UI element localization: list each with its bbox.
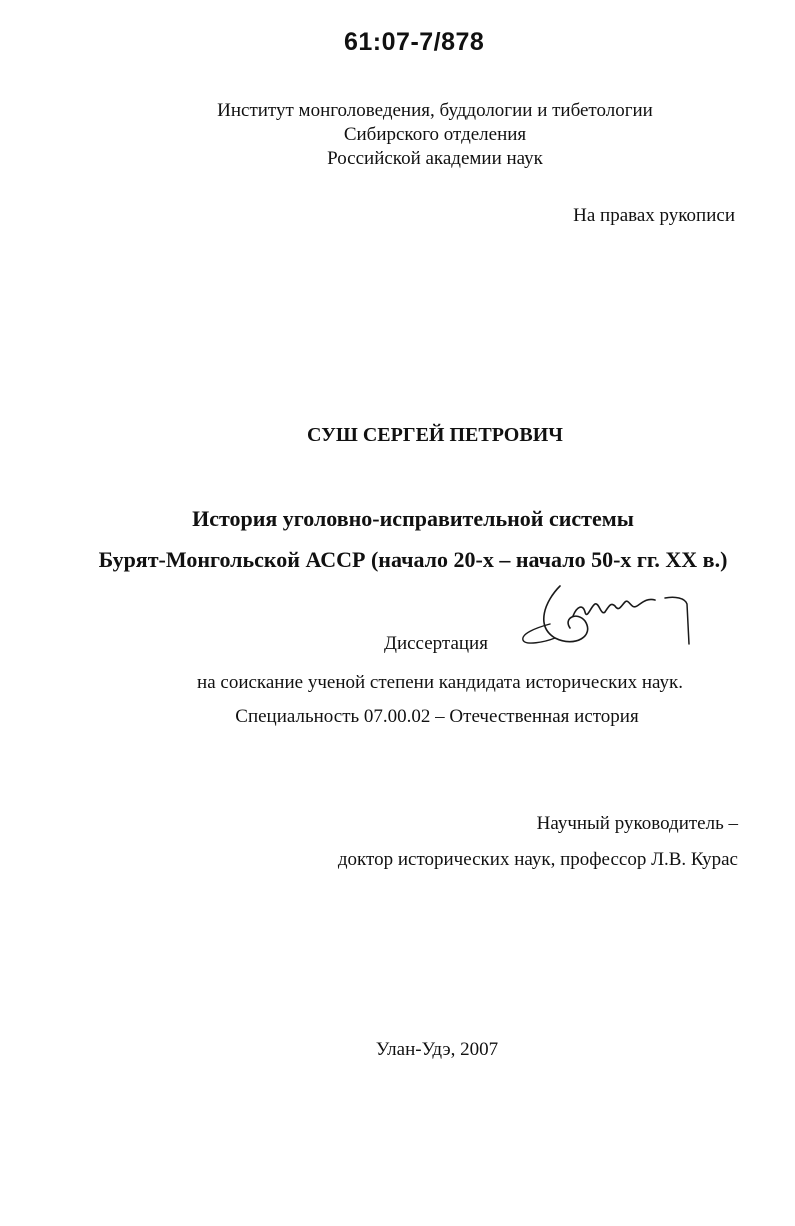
- degree-line: на соискание ученой степени кандидата исторических наук.: [197, 672, 683, 693]
- author-name: СУШ СЕРГЕЙ ПЕТРОВИЧ: [307, 424, 563, 446]
- catalog-number: 61:07-7/878: [344, 28, 485, 56]
- institution-line-3: Российской академии наук: [327, 148, 543, 169]
- rights-note: На правах рукописи: [573, 205, 735, 226]
- city-year: Улан-Удэ, 2007: [375, 1039, 499, 1060]
- handwritten-signature: [515, 576, 705, 656]
- supervisor-label: Научный руководитель –: [536, 813, 738, 834]
- institution-line-2: Сибирского отделения: [343, 124, 527, 145]
- work-type: Диссертация: [384, 633, 488, 654]
- dissertation-title-line-1: История уголовно-исправительной системы: [192, 506, 634, 531]
- institution-line-1: Институт монголоведения, буддологии и тибетологии: [217, 100, 653, 121]
- dissertation-title-line-2: Бурят-Монгольской АССР (начало 20-х – начало 50-х гг. XX в.): [98, 547, 728, 572]
- supervisor-name: доктор исторических наук, профессор Л.В. Курас: [337, 849, 738, 870]
- specialty-line: Специальность 07.00.02 – Отечественная история: [235, 706, 639, 727]
